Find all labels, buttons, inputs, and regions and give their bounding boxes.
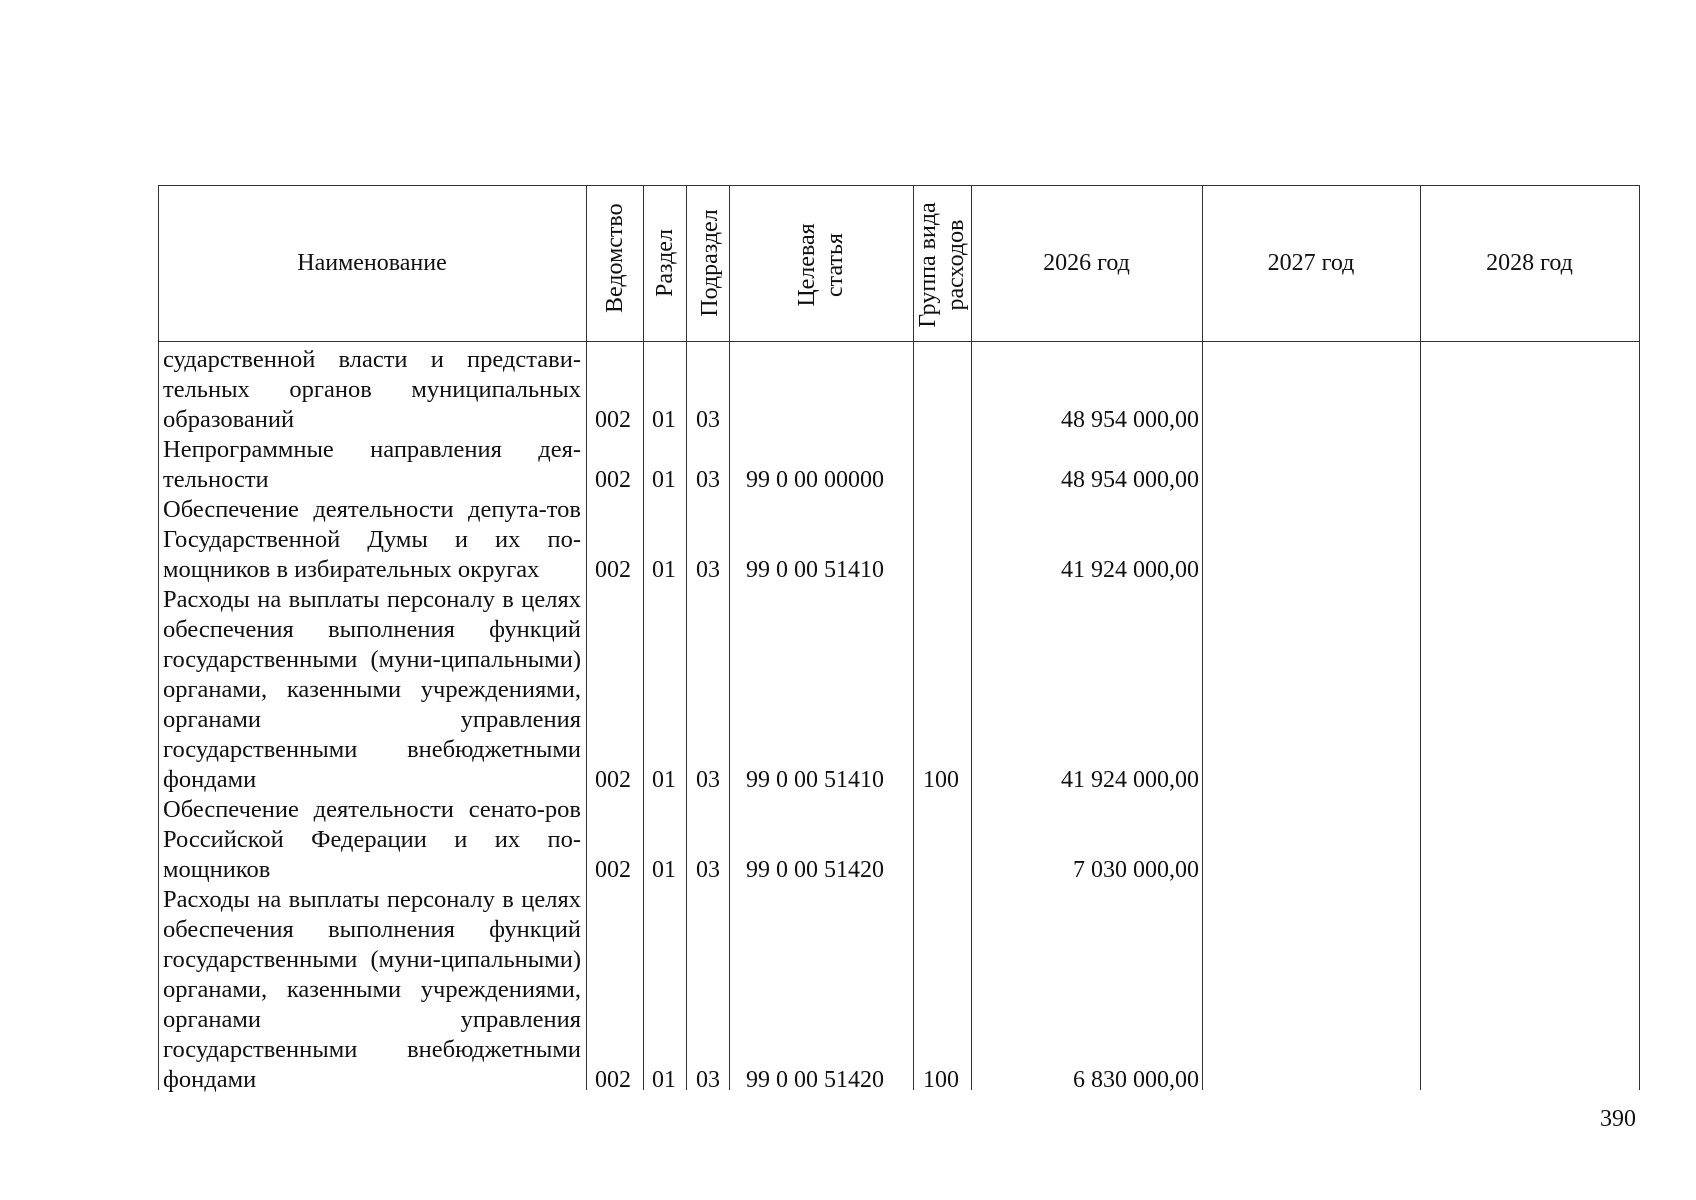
row-ved: 002	[595, 1067, 631, 1093]
header-bottom-border	[158, 341, 1639, 342]
row-celevaya: 99 0 00 51420	[746, 857, 884, 883]
header-2028: 2028 год	[1486, 250, 1573, 276]
col-line	[729, 185, 730, 1090]
row-podrazdel: 03	[696, 407, 720, 433]
row-2026: 7 030 000,00	[1073, 857, 1199, 883]
col-line	[1202, 185, 1203, 1090]
page-number: 390	[1600, 1106, 1636, 1132]
row-ved: 002	[595, 767, 631, 793]
row-razdel: 01	[652, 557, 676, 583]
row-celevaya: 99 0 00 00000	[746, 467, 884, 493]
row-name: Непрограммные направления дея-тельности	[163, 436, 581, 493]
row-podrazdel: 03	[696, 767, 720, 793]
col-line	[158, 185, 159, 1090]
row-celevaya: 99 0 00 51420	[746, 1067, 884, 1093]
row-2026: 6 830 000,00	[1073, 1067, 1199, 1093]
row-2026: 41 924 000,00	[1061, 767, 1199, 793]
col-line	[971, 185, 972, 1090]
row-name: Обеспечение деятельности сенато-ров Российской Федерации и их по-мощников	[163, 796, 581, 883]
row-podrazdel: 03	[696, 1067, 720, 1093]
table-top-border	[158, 185, 1639, 186]
col-line	[643, 185, 644, 1090]
row-razdel: 01	[652, 857, 676, 883]
row-razdel: 01	[652, 1067, 676, 1093]
col-line	[586, 185, 587, 1090]
header-vedomstvo: Ведомство	[602, 203, 628, 313]
header-2027: 2027 год	[1267, 250, 1355, 276]
budget-table	[158, 185, 1639, 1093]
row-ved: 002	[595, 467, 631, 493]
header-razdel: Раздел	[652, 229, 678, 297]
header-celevaya-statya	[793, 215, 849, 315]
row-name: Расходы на выплаты персоналу в целях обеспечения выполнения функций государственными (муни-ципальными) органами, казенными учреждениями, органами управления государственными внебюджетными фондами	[163, 586, 581, 793]
row-2026: 41 924 000,00	[1061, 557, 1199, 583]
row-podrazdel: 03	[696, 557, 720, 583]
row-gruppa: 100	[923, 1067, 959, 1093]
row-2026: 48 954 000,00	[1061, 407, 1199, 433]
col-line	[1420, 185, 1421, 1090]
row-razdel: 01	[652, 407, 676, 433]
row-razdel: 01	[652, 467, 676, 493]
col-line	[1639, 185, 1640, 1090]
header-gruppa-line2: расходов	[943, 219, 969, 311]
header-gruppa-line1: Группа вида	[915, 202, 941, 328]
row-2026: 48 954 000,00	[1061, 467, 1199, 493]
row-gruppa: 100	[923, 767, 959, 793]
row-name: Обеспечение деятельности депута-тов Государственной Думы и их по-мощников в избирательных округах	[163, 496, 581, 583]
header-2026: 2026 год	[1043, 250, 1130, 276]
header-podrazdel: Подраздел	[697, 209, 723, 317]
header-name: Наименование	[297, 250, 447, 276]
header-celevaya-line1: Целевая	[794, 223, 820, 307]
row-celevaya: 99 0 00 51410	[746, 767, 884, 793]
row-ved: 002	[595, 407, 631, 433]
row-razdel: 01	[652, 767, 676, 793]
row-ved: 002	[595, 857, 631, 883]
row-name: Расходы на выплаты персоналу в целях обеспечения выполнения функций государственными (муни-ципальными) органами, казенными учреждениями, органами управления государственными внебюджетными фондами	[163, 886, 581, 1093]
row-podrazdel: 03	[696, 467, 720, 493]
row-name: сударственной власти и представи-тельных органов муниципальных образований	[163, 346, 581, 433]
col-line	[686, 185, 687, 1090]
row-podrazdel: 03	[696, 857, 720, 883]
header-celevaya-line2: статья	[822, 233, 848, 297]
header-gruppa-vida	[914, 200, 970, 330]
row-ved: 002	[595, 557, 631, 583]
row-celevaya: 99 0 00 51410	[746, 557, 884, 583]
